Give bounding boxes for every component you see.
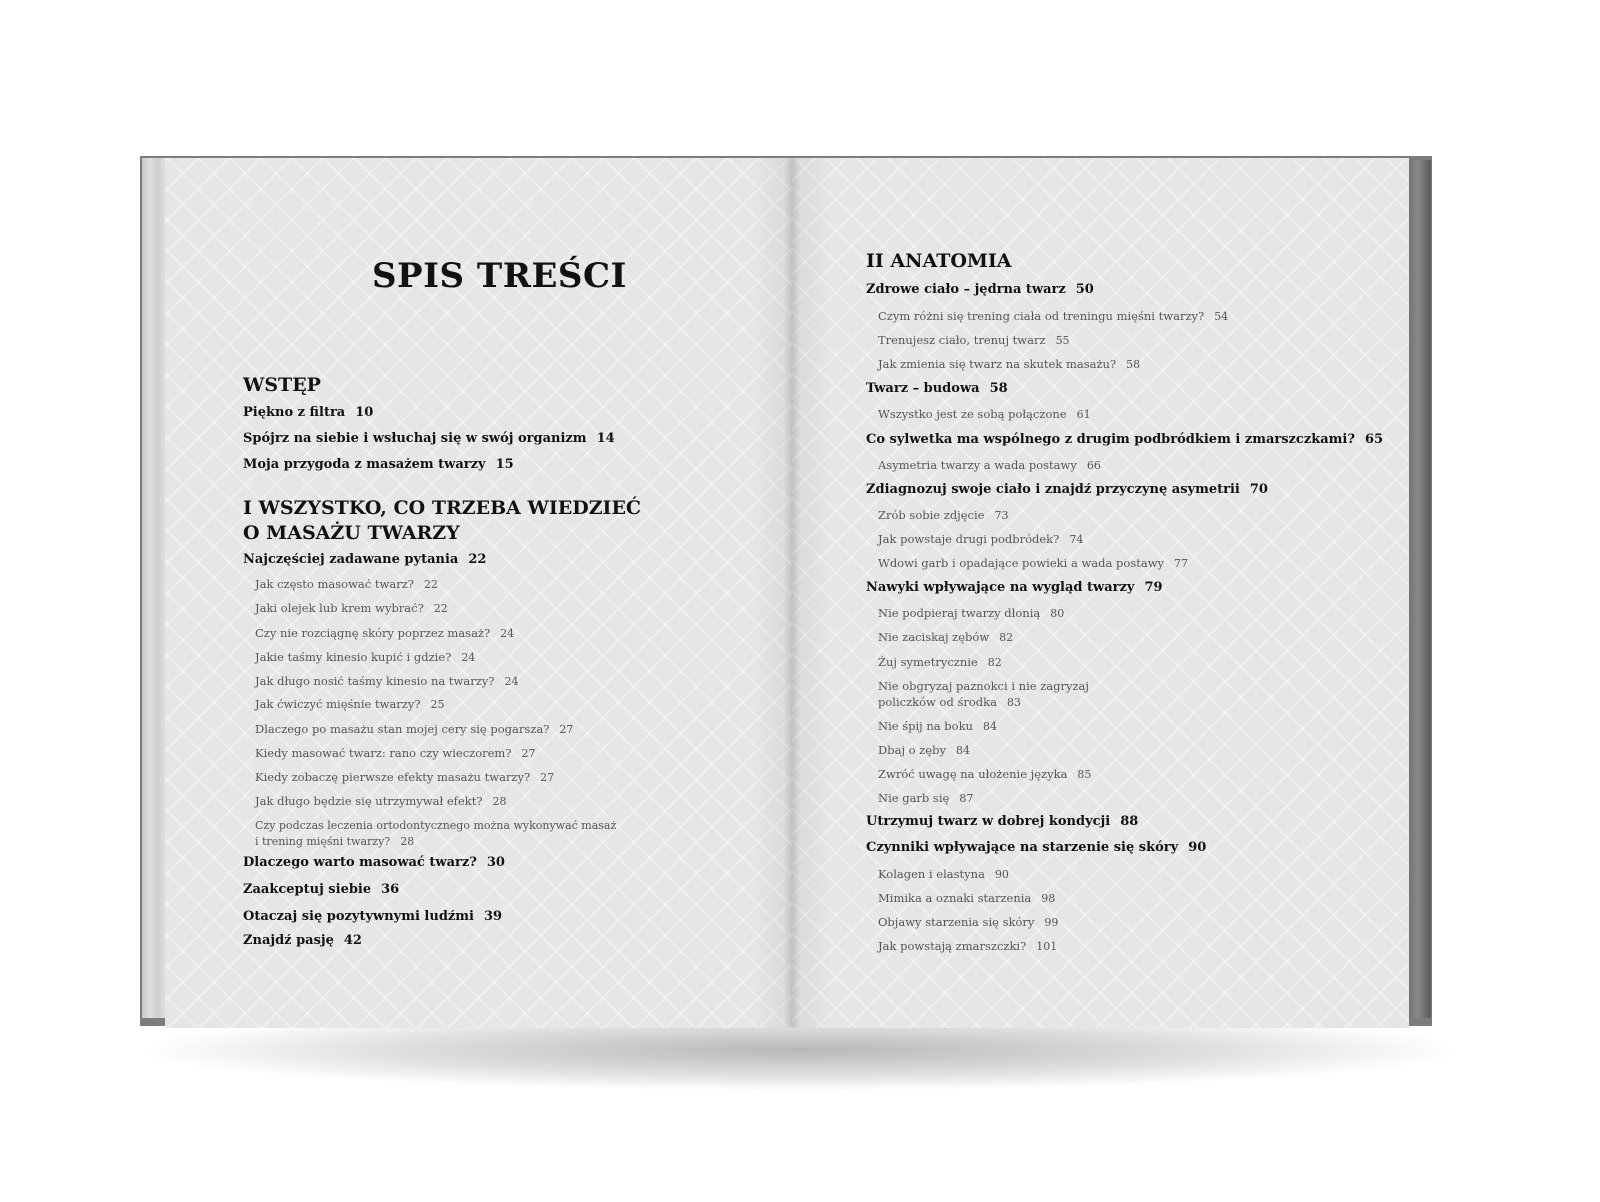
toc-subentry[interactable]: Nie podpieraj twarzy dłonią 80 bbox=[878, 606, 1065, 620]
book-gutter-shadow bbox=[752, 158, 832, 1028]
toc-subentry[interactable]: Jak długo będzie się utrzymywał efekt? 28 bbox=[255, 794, 507, 808]
toc-subentry[interactable]: Kiedy zobaczę pierwsze efekty masażu twarzy? 27 bbox=[255, 770, 555, 784]
toc-subentry[interactable]: Jak powstają zmarszczki? 101 bbox=[878, 939, 1058, 953]
toc-entry[interactable]: Twarz – budowa 58 bbox=[866, 381, 1008, 396]
toc-subentry[interactable]: Dlaczego po masażu stan mojej cery się pogarsza? 27 bbox=[255, 722, 574, 736]
toc-subentry[interactable]: Jakie taśmy kinesio kupić i gdzie? 24 bbox=[255, 650, 476, 664]
toc-subentry[interactable]: Jak długo nosić taśmy kinesio na twarzy? 24 bbox=[255, 674, 519, 688]
toc-subentry[interactable]: Zrób sobie zdjęcie 73 bbox=[878, 508, 1009, 522]
toc-subentry[interactable]: Wszystko jest ze sobą połączone 61 bbox=[878, 407, 1091, 421]
toc-entry[interactable]: Moja przygoda z masażem twarzy 15 bbox=[243, 457, 514, 472]
toc-subentry[interactable]: Nie śpij na boku 84 bbox=[878, 719, 997, 733]
section-heading-wstep: WSTĘP bbox=[243, 374, 321, 396]
toc-subentry[interactable]: Trenujesz ciało, trenuj twarz 55 bbox=[878, 333, 1070, 347]
toc-subentry[interactable]: Kiedy masować twarz: rano czy wieczorem? 27 bbox=[255, 746, 536, 760]
toc-entry[interactable]: Spójrz na siebie i wsłuchaj się w swój organizm 14 bbox=[243, 431, 615, 446]
toc-entry[interactable]: Zaakceptuj siebie 36 bbox=[243, 882, 400, 897]
toc-entry[interactable]: Nawyki wpływające na wygląd twarzy 79 bbox=[866, 580, 1163, 595]
toc-subentry[interactable]: Jak zmienia się twarz na skutek masażu? 58 bbox=[878, 357, 1141, 371]
toc-subentry[interactable]: Jak często masować twarz? 22 bbox=[255, 577, 438, 591]
toc-entry[interactable]: Najczęściej zadawane pytania 22 bbox=[243, 552, 487, 567]
toc-entry[interactable]: Dlaczego warto masować twarz? 30 bbox=[243, 855, 505, 870]
page-title: SPIS TREŚCI bbox=[372, 256, 627, 296]
section-heading-i: I WSZYSTKO, CO TRZEBA WIEDZIEĆ O MASAŻU TWARZY bbox=[243, 497, 642, 544]
toc-subentry[interactable]: Nie zaciskaj zębów 82 bbox=[878, 630, 1014, 644]
toc-subentry[interactable]: Jak ćwiczyć mięśnie twarzy? 25 bbox=[255, 697, 445, 711]
toc-entry[interactable]: Otaczaj się pozytywnymi ludźmi 39 bbox=[243, 909, 503, 924]
section-heading-ii: II ANATOMIA bbox=[866, 250, 1012, 272]
toc-subentry[interactable]: Czy nie rozciągnę skóry poprzez masaż? 24 bbox=[255, 626, 515, 640]
toc-subentry[interactable]: Asymetria twarzy a wada postawy 66 bbox=[878, 458, 1101, 472]
toc-entry[interactable]: Utrzymuj twarz w dobrej kondycji 88 bbox=[866, 814, 1139, 829]
toc-entry[interactable]: Czynniki wpływające na starzenie się skóry 90 bbox=[866, 840, 1207, 855]
toc-subentry[interactable]: Jaki olejek lub krem wybrać? 22 bbox=[255, 601, 448, 615]
toc-subentry[interactable]: Wdowi garb i opadające powieki a wada postawy 77 bbox=[878, 556, 1189, 570]
toc-subentry[interactable]: Objawy starzenia się skóry 99 bbox=[878, 915, 1059, 929]
toc-subentry[interactable]: Dbaj o zęby 84 bbox=[878, 743, 970, 757]
toc-entry[interactable]: Zdiagnozuj swoje ciało i znajdź przyczynę asymetrii 70 bbox=[866, 482, 1268, 497]
toc-subentry[interactable]: Kolagen i elastyna 90 bbox=[878, 867, 1009, 881]
toc-entry[interactable]: Piękno z filtra 10 bbox=[243, 405, 374, 420]
toc-subentry[interactable]: Czy podczas leczenia ortodontycznego można wykonywać masaż i trening mięśni twarzy? 28 bbox=[255, 819, 617, 848]
toc-entry[interactable]: Zdrowe ciało – jędrna twarz 50 bbox=[866, 282, 1094, 297]
toc-subentry[interactable]: Jak powstaje drugi podbródek? 74 bbox=[878, 532, 1084, 546]
toc-subentry[interactable]: Czym różni się trening ciała od treningu mięśni twarzy? 54 bbox=[878, 309, 1229, 323]
toc-entry[interactable]: Znajdź pasję 42 bbox=[243, 933, 362, 948]
toc-subentry[interactable]: Mimika a oznaki starzenia 98 bbox=[878, 891, 1056, 905]
toc-subentry[interactable]: Zwróć uwagę na ułożenie języka 85 bbox=[878, 767, 1092, 781]
toc-subentry[interactable]: Nie garb się 87 bbox=[878, 791, 974, 805]
toc-subentry[interactable]: Nie obgryzaj paznokci i nie zagryzaj policzków od środka 83 bbox=[878, 679, 1089, 709]
toc-subentry[interactable]: Żuj symetrycznie 82 bbox=[878, 655, 1002, 669]
toc-entry[interactable]: Co sylwetka ma wspólnego z drugim podbródkiem i zmarszczkami? 65 bbox=[866, 432, 1384, 447]
